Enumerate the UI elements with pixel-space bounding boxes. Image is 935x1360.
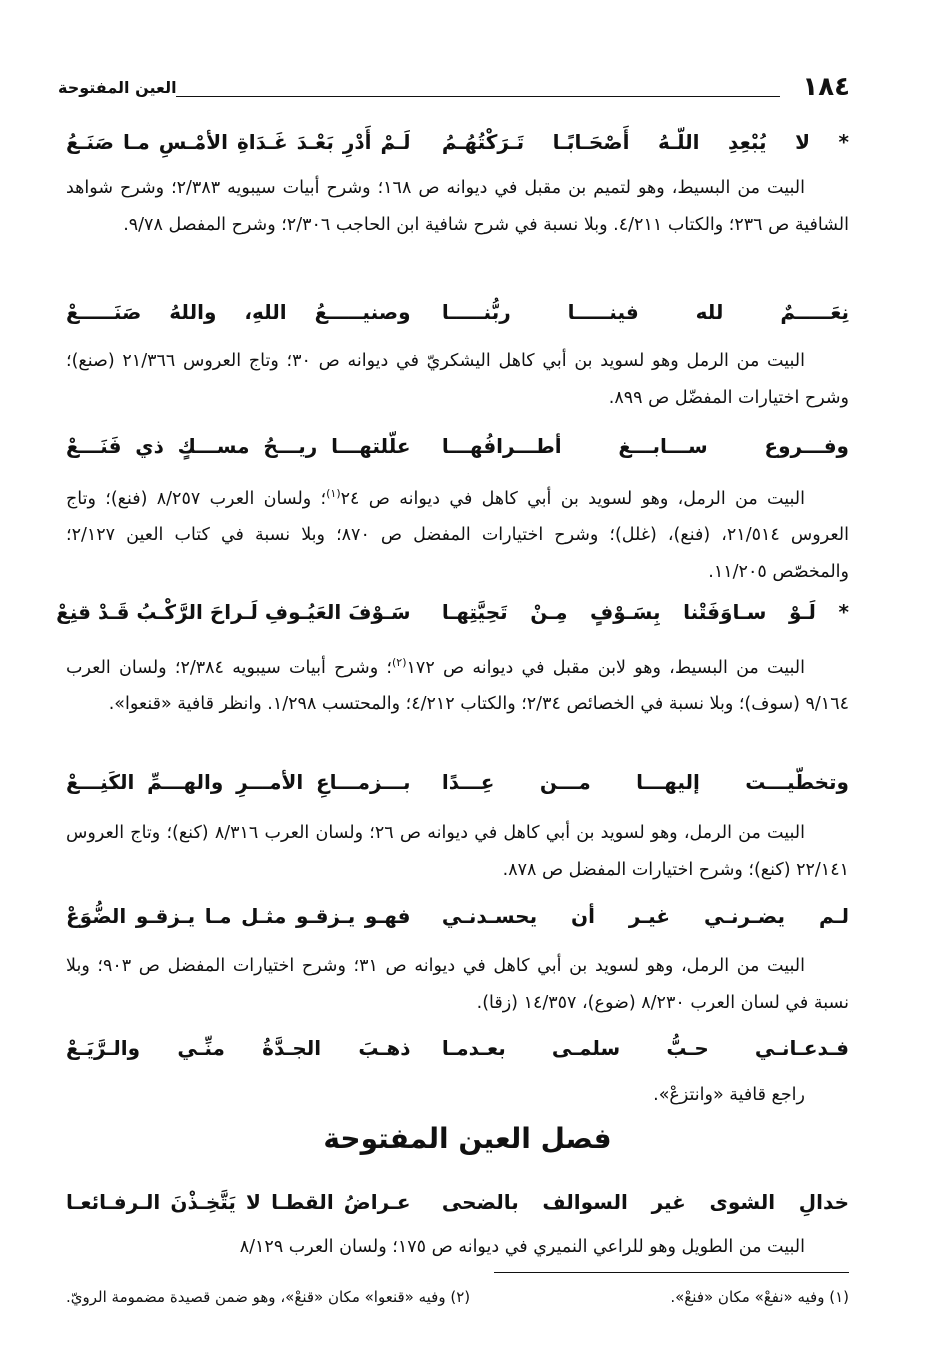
verse-line [66,434,849,474]
verse-commentary [66,1229,849,1266]
hemistich-first: نِعَـــــمٌ لله فينـــــا ربُّنـــــا [441,300,849,324]
verse-line [66,130,849,170]
commentary-text: البيت من البسيط، وهو لتميم بن مقبل في ديوانه ص ١٦٨؛ وشرح أبيات سيبويه ٢/٣٨٣؛ وشرح شواهد الشافية ص ٢٣٦؛ والكتاب ٤/٢١١. وبلا نسبة في شرح شافية ابن الحاجب ٢/٣٠٦؛ وشرح المفصل ٩/٧٨. [66,178,849,235]
hemistich-first: وفـــروع ســـابـــغ أطـــرافُهـــا [441,434,849,458]
hemistich-second: وصنيـــــعُ اللهِ، واللهُ صَنَـــــعْ [66,300,411,324]
verse-line [66,300,849,340]
verse-commentary [66,815,849,888]
commentary-text: راجع قافية «وانتزعْ». [653,1085,805,1105]
commentary-text: البيت من الرمل، وهو لسويد بن أبي كاهل في ديوانه ص ٢٦؛ ولسان العرب ٨/٣١٦ (كنع)؛ وتاج العروس ٢٢/١٤١ (كنع)؛ وشرح اختيارات المفضل ص ٨٧٨. [66,823,849,880]
verse-line [66,1190,849,1230]
commentary-text: البيت من الرمل، وهو لسويد بن أبي كاهل في ديوانه ص ٢٤ [340,488,805,509]
commentary-text: البيت من البسيط، وهو لابن مقبل في ديوانه ص ١٧٢ [406,657,805,678]
verse-commentary [66,170,849,243]
hemistich-second: لَـمْ أَدْرِ بَعْـدَ غَـدَاةِ الأمْـسِ مـا صَنَـعُ [66,130,411,154]
page-number: ١٨٤ [802,72,850,102]
verse-line [66,770,849,810]
hemistich-first: وتخطّيـــت إليهـــا مـــن عِـــدًا [441,770,849,794]
verse-commentary [66,476,849,590]
hemistich-second: سَـوْفَ العَيُـوفِ لَـراحَ الرَّكْـبُ قَـدْ قنِعْ [56,600,411,624]
verse-commentary [66,948,849,1021]
page-header [58,72,850,106]
commentary-text: البيت من الطويل وهو للراعي النميري في ديوانه ص ١٧٥؛ ولسان العرب ٨/١٢٩ [239,1237,805,1257]
hemistich-first: لـم يضـرنـي غيـر أن يحسـدنـي [441,904,849,928]
commentary-text: البيت من الرمل وهو لسويد بن أبي كاهل اليشكريّ في ديوانه ص ٣٠؛ وتاج العروس ٢١/٣٦٦ (صنع)؛ وشرح اختيارات المفضّل ص ٨٩٩. [66,351,849,408]
verse-line [56,600,849,640]
verse-commentary [66,1077,849,1114]
footnote-2: (٢) وفيه «قنعوا» مكان «قنعْ»، وهو ضمن قصيدة مضمومة الرويّ. [66,1288,471,1306]
hemistich-first: خدالِ الشوى غير السوالف بالضحى [441,1190,849,1214]
hemistich-second: فهـو يـزقـو مثـل مـا يـزقـو الضُّوَعْ [66,904,411,928]
footnote-ref: (٢) [392,656,407,669]
footnote-rule [494,1272,849,1273]
header-rule [176,96,780,97]
hemistich-first: * لا يُبْعِدِ اللّـهُ أَصْحَـابًـا تَـرَكْتُهُـمُ [441,130,849,154]
hemistich-first: * لَـوْ سـاوَفَتْنا بِسَـوْفٍ مِـنْ تَحِيَّتِهـا [441,600,849,624]
section-title: فصل العين المفتوحة [323,1122,612,1155]
commentary-text: ؛ وشرح أبيات سيبويه ٢/٣٨٤؛ ولسان العرب ٩/١٦٤ (سوف)؛ وبلا نسبة في الخصائص ٢/٣٤؛ والكتاب ٤/٢١٢؛ والمحتسب ١/٢٩٨. وانظر قافية «قنعوا». [66,657,849,715]
verse-line [66,904,849,944]
verse-line [66,1036,849,1076]
hemistich-second: بـــزمـــاعِ الأمـــرِ والهـــمِّ الكَنِـــعْ [66,770,411,794]
commentary-text: البيت من الرمل، وهو لسويد بن أبي كاهل في ديوانه ص ٣١؛ وشرح اختيارات المفضل ص ٩٠٣؛ وبلا نسبة في لسان العرب ٨/٢٣٠ (ضوع)، ١٤/٣٥٧ (زقا). [66,956,849,1013]
running-title: العين المفتوحة [58,78,177,97]
commentary-text: ؛ ولسان العرب ٨/٢٥٧ (فنع)؛ وتاج العروس ٢١/٥١٤، (فنع)، (غلل)؛ وشرح اختيارات المفضل ص ٨٧٠؛ وبلا نسبة في كتاب العين ٢/١٢٧؛ والمخصّص ١١/٢٠٥. [66,488,849,582]
hemistich-second: ذهـبَ الجـدَّةُ منِّـي والـرَّيَـعْ [66,1036,411,1060]
hemistich-first: فـدعـانـي حـبُّ سلمـى بعـدمـا [441,1036,849,1060]
hemistich-second: علّلتهـــا ريـــحُ مســـكٍ ذي فَنَـــعْ [66,434,411,458]
hemistich-second: عـراضُ القطـا لا يَتَّخِـذْنَ الـرفـائعـا [66,1190,411,1214]
verse-commentary [66,343,849,416]
footnote-ref: (١) [326,487,341,500]
footnote-1: (١) وفيه «نفعْ» مكان «فنعْ». [670,1288,849,1306]
verse-commentary [66,645,849,723]
